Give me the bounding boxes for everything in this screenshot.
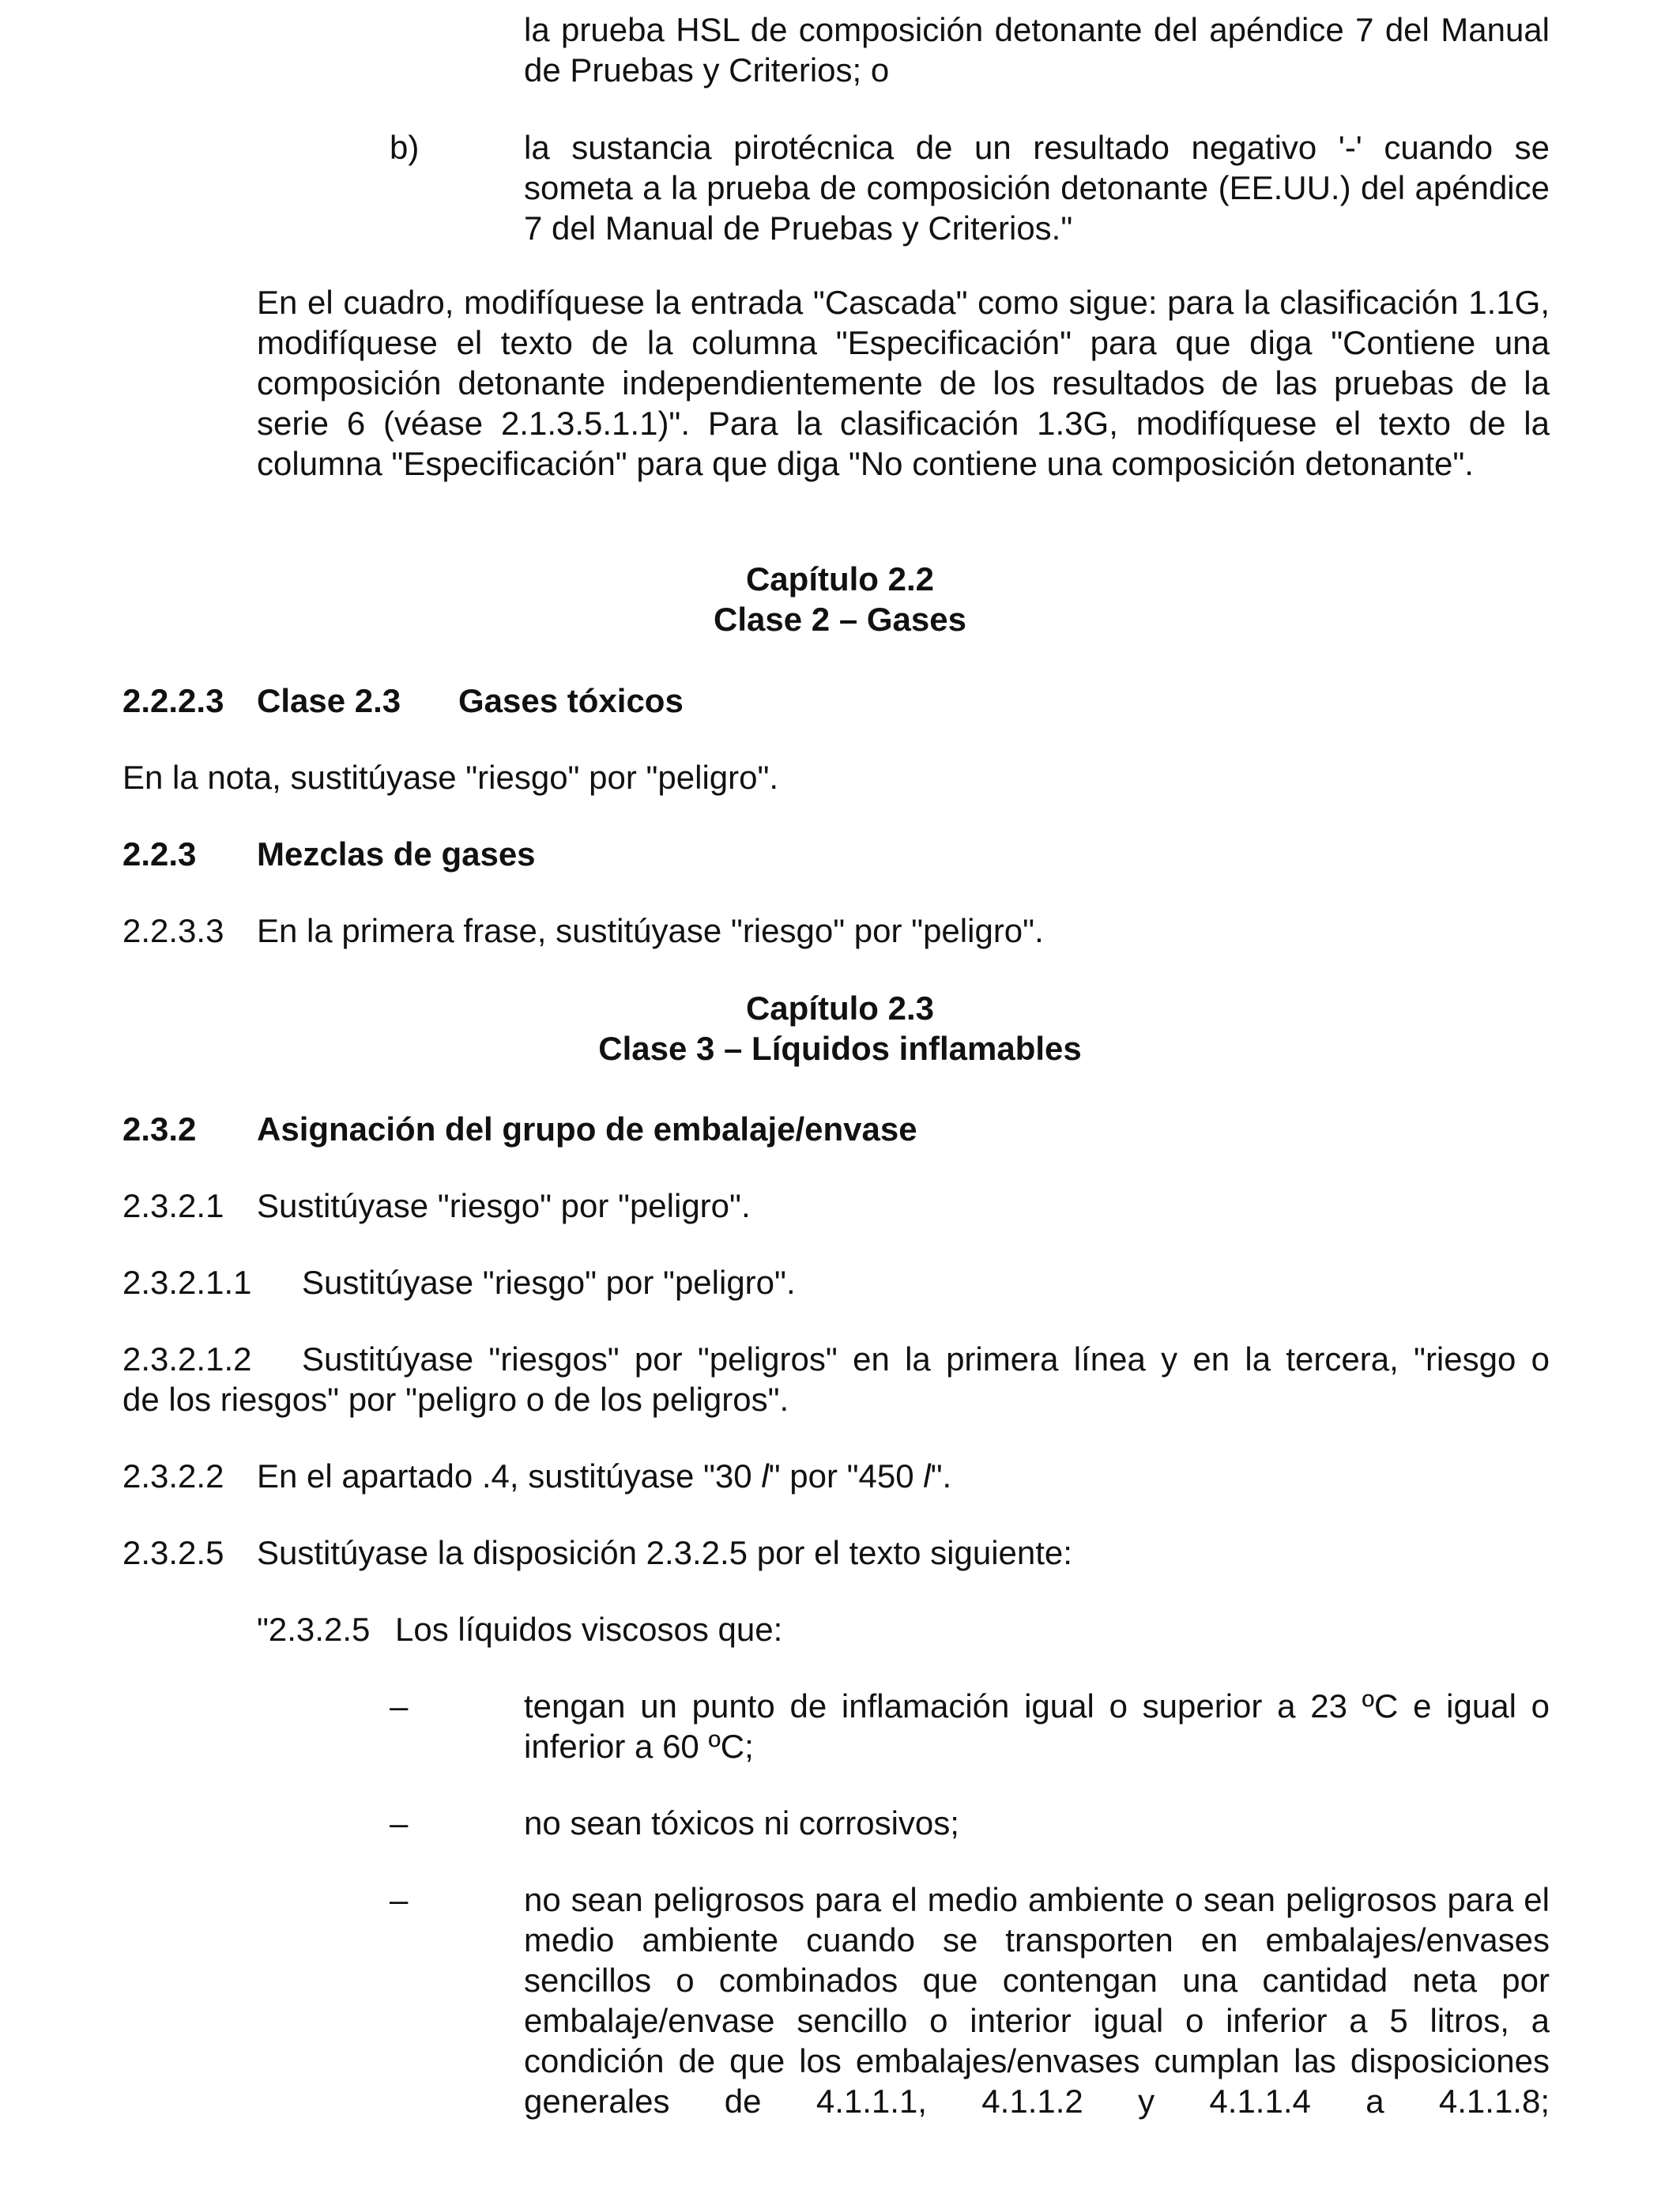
chapter-2-3-title: Clase 3 – Líquidos inflamables [598, 1030, 1082, 1067]
bullet-dash-1: – [390, 1687, 409, 1725]
quoted-section-text: Los líquidos viscosos que: [395, 1611, 783, 1648]
section-2-3-2-5-number: 2.3.2.5 [122, 1534, 224, 1571]
section-2-2-3-3-number: 2.2.3.3 [122, 912, 224, 949]
section-2-3-2-1-2-text-line2: de los riesgos" por "peligro o de los peligros". [122, 1381, 789, 1418]
bullet-dash-3: – [390, 1881, 409, 1918]
section-2-3-2-1-1-number: 2.3.2.1.1 [122, 1264, 252, 1301]
cuadro-paragraph: En el cuadro, modifíquese la entrada "Cascada" como sigue: para la clasificación 1.1G, modifíquese el texto de la columna "Especificación" para que diga "Contiene una composición detonante independientemente de los resultados de las pruebas de la serie 6 (véase 2.1.3.5.1.1)". Para la clasificación 1.3G, modifíquese el texto de la columna "Especificación" para que diga "No contiene una composición detonante". [257, 284, 1550, 482]
section-2-3-2-2-text-a: En el apartado .4, sustitúyase "30 [257, 1457, 762, 1495]
item-b-text: la sustancia pirotécnica de un resultado negativo '-' cuando se someta a la prueba de composición detonante (EE.UU.) del apéndice 7 del Manual de Pruebas y Criterios." [524, 129, 1550, 247]
section-2-3-2-title: Asignación del grupo de embalaje/envase [257, 1110, 917, 1148]
bullet-item-2: no sean tóxicos ni corrosivos; [524, 1804, 959, 1842]
item-a-continuation: la prueba HSL de composición detonante del apéndice 7 del Manual de Pruebas y Criterios; o [524, 11, 1550, 89]
section-2-3-2-2-text-c: ". [930, 1457, 952, 1495]
section-2-3-2-2-text [257, 1456, 951, 1496]
litre-unit-1: l [761, 1457, 769, 1495]
section-2-2-2-3-class: Clase 2.3 [257, 682, 401, 719]
bullet-item-1: tengan un punto de inflamación igual o superior a 23 ºC e igual o inferior a 60 ºC; [524, 1687, 1550, 1765]
quoted-section-number: "2.3.2.5 [257, 1611, 371, 1648]
bullet-item-3: no sean peligrosos para el medio ambiente o sean peligrosos para el medio ambiente cuando se transporten en embalajes/envases sencillos o combinados que contengan una cantidad neta por embalaje/envase sencillo o interior igual o inferior a 5 litros, a condición de que los embalajes/envases cumplan las disposiciones generales de 4.1.1.1, 4.1.1.2 y 4.1.1.4 a 4.1.1.8; [524, 1881, 1550, 2120]
section-2-3-2-1-2-text-line1: Sustitúyase "riesgos" por "peligros" en la primera línea y en la tercera, "riesgo o [302, 1340, 1550, 1378]
section-2-2-3-number: 2.2.3 [122, 835, 197, 873]
section-2-2-2-3-title: Gases tóxicos [458, 682, 684, 719]
section-2-3-2-1-1-text: Sustitúyase "riesgo" por "peligro". [302, 1264, 796, 1301]
litre-unit-2: l [923, 1457, 931, 1495]
chapter-2-2-title: Clase 2 – Gases [714, 601, 966, 638]
section-2-2-3-3-text: En la primera frase, sustitúyase "riesgo" por "peligro". [257, 912, 1044, 949]
bullet-dash-2: – [390, 1804, 409, 1842]
section-2-3-2-5-text: Sustitúyase la disposición 2.3.2.5 por el texto siguiente: [257, 1534, 1072, 1571]
section-2-3-2-1-text: Sustitúyase "riesgo" por "peligro". [257, 1187, 751, 1224]
chapter-2-2-number: Capítulo 2.2 [745, 560, 935, 598]
section-2-2-2-3-number: 2.2.2.3 [122, 682, 224, 719]
item-b-label: b) [390, 129, 420, 166]
section-2-3-2-1-number: 2.3.2.1 [122, 1187, 224, 1224]
section-2-3-2-2-text-b: " por "450 [768, 1457, 924, 1495]
section-2-2-2-3-text: En la nota, sustitúyase "riesgo" por "peligro". [122, 759, 779, 796]
section-2-3-2-number: 2.3.2 [122, 1110, 197, 1148]
section-2-2-3-title: Mezclas de gases [257, 835, 536, 873]
chapter-2-3-number: Capítulo 2.3 [745, 990, 935, 1027]
section-2-3-2-1-2-number: 2.3.2.1.2 [122, 1340, 252, 1378]
section-2-3-2-2-number: 2.3.2.2 [122, 1457, 224, 1495]
